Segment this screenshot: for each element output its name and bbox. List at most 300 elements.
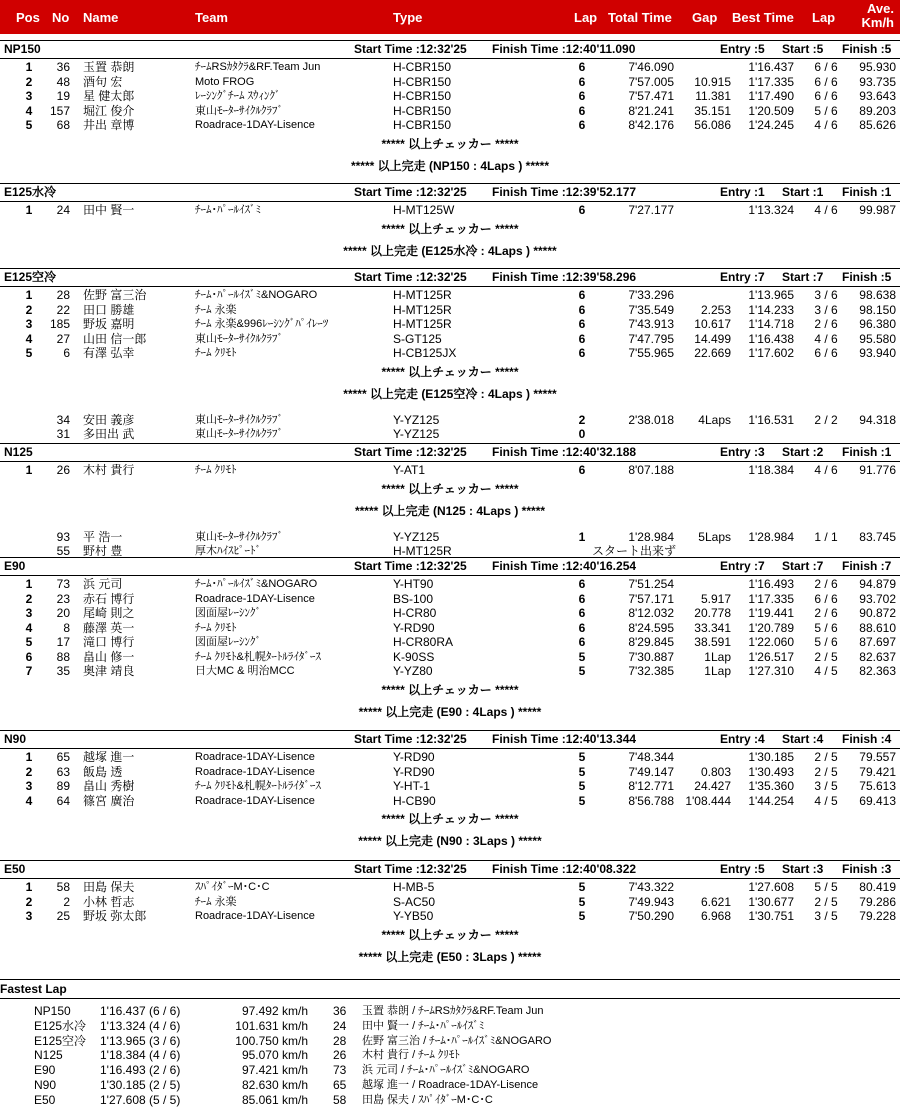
cell-gap: 20.778 (694, 606, 731, 620)
cell-bestlap: 6 / 6 (814, 346, 838, 360)
cell-total: 7'43.322 (628, 880, 674, 894)
table-row (0, 621, 900, 636)
cell-ave: 88.610 (859, 620, 896, 635)
fl-class: N90 (34, 1078, 57, 1092)
cell-total: 8'12.771 (628, 779, 674, 793)
cell-ave: 82.637 (859, 649, 896, 664)
fl-time: 1'13.324 (4 / 6) (100, 1018, 181, 1033)
cell-name: 奥津 靖良 (83, 664, 135, 678)
class-title: E125水冷 (4, 185, 57, 199)
cell-gap: 14.499 (694, 331, 731, 346)
cell-best: 1'16.493 (748, 577, 794, 591)
cell-total: 7'49.943 (628, 894, 674, 909)
start-count: Start :7 (782, 559, 824, 573)
cell-pos: 4 (25, 331, 33, 346)
section-header (0, 860, 900, 879)
cell-type: Y-YB50 (393, 909, 434, 923)
cell-lap: 5 (578, 894, 586, 909)
fl-time: 1'13.965 (3 / 6) (100, 1033, 181, 1048)
start-count: Start :5 (782, 42, 824, 56)
cell-bestlap: 4 / 5 (814, 793, 838, 808)
table-row (0, 606, 900, 621)
cell-pos: 1 (25, 880, 33, 894)
start-time: Start Time :12:32'25 (354, 445, 467, 459)
cell-no: 19 (56, 89, 70, 103)
fl-class: E90 (34, 1063, 56, 1078)
cell-lap: 5 (578, 649, 586, 664)
cell-type: Y-RD90 (393, 620, 435, 635)
cell-bestlap: 5 / 6 (814, 620, 838, 635)
cell-no: 20 (56, 606, 70, 620)
cell-ave: 75.613 (859, 779, 896, 793)
cell-total: 7'57.171 (628, 591, 674, 606)
start-time: Start Time :12:32'25 (354, 185, 467, 199)
finish-time: Finish Time :12:40'13.344 (492, 732, 637, 746)
cell-team: 東山ﾓｰﾀｰｻｲｸﾙｸﾗﾌﾞ (195, 332, 283, 345)
cell-bestlap: 2 / 5 (814, 894, 838, 909)
start-time: Start Time :12:32'25 (354, 559, 467, 573)
cell-lap: 6 (578, 463, 586, 477)
fl-time: 1'27.608 (5 / 5) (100, 1092, 181, 1107)
cell-type: H-MT125R (393, 317, 452, 331)
cell-gap: 1'08.444 (685, 793, 731, 808)
entry-count: Entry :1 (720, 185, 765, 199)
cell-team: 東山ﾓｰﾀｰｻｲｸﾙｸﾗﾌﾞ (195, 428, 283, 440)
fl-no: 26 (333, 1048, 347, 1063)
cell-name: 井出 章博 (83, 118, 135, 132)
checker-note: ***** 以上チェッカー ***** (381, 221, 519, 236)
col-gap: Gap (692, 10, 718, 25)
cell-no: 34 (56, 412, 70, 427)
start-count: Start :4 (782, 732, 824, 746)
cell-pos: 2 (25, 894, 33, 909)
cell-no: 63 (56, 764, 70, 779)
start-time: Start Time :12:32'25 (354, 862, 467, 876)
cell-ave: 82.363 (859, 664, 896, 678)
fastest-lap-row (0, 1004, 900, 1019)
cell-pos: 3 (25, 909, 33, 923)
cell-bestlap: 2 / 5 (814, 649, 838, 664)
cell-lap: 1 (578, 529, 586, 544)
cell-bestlap: 5 / 6 (814, 103, 838, 118)
finish-count: Finish :1 (842, 185, 892, 199)
cell-best: 1'17.490 (748, 89, 794, 103)
table-row (0, 895, 900, 910)
cell-bestlap: 3 / 5 (814, 909, 838, 923)
table-row (0, 650, 900, 665)
fl-speed: 101.631 km/h (235, 1018, 308, 1033)
cell-best: 1'16.438 (748, 331, 794, 346)
finish-time: Finish Time :12:40'11.090 (492, 42, 636, 56)
table-row (0, 779, 900, 794)
cell-type: H-MT125R (393, 302, 452, 317)
fl-time: 1'16.437 (6 / 6) (100, 1004, 181, 1018)
cell-type: Y-HT90 (393, 577, 434, 591)
cell-gap: 10.617 (694, 317, 731, 331)
cell-name: 飯島 透 (83, 764, 123, 779)
cell-bestlap: 4 / 6 (814, 118, 838, 132)
fastest-lap-row (0, 1093, 900, 1108)
cell-pos: 3 (25, 606, 33, 620)
cell-type: H-CBR150 (393, 89, 452, 103)
cell-best: 1'30.677 (748, 894, 794, 909)
cell-best: 1'16.531 (748, 412, 794, 427)
table-row (0, 909, 900, 924)
start-time: Start Time :12:32'25 (354, 270, 467, 284)
cell-no: 26 (56, 463, 70, 477)
complete-note: ***** 以上完走 (N90 : 3Laps ) ***** (358, 834, 542, 848)
cell-lap: 6 (578, 103, 586, 118)
cell-lap: 6 (578, 302, 586, 317)
col-total: Total Time (608, 10, 672, 25)
finish-count: Finish :5 (842, 270, 892, 284)
cell-name: 有澤 弘幸 (83, 346, 135, 360)
cell-total: 7'57.471 (628, 89, 674, 103)
cell-best: 1'13.965 (748, 288, 794, 302)
table-row (0, 592, 900, 607)
cell-pos: 3 (25, 779, 33, 793)
cell-best: 1'17.602 (748, 346, 794, 360)
start-count: Start :3 (782, 862, 824, 876)
cell-best: 1'17.335 (748, 591, 794, 606)
cell-no: 88 (56, 649, 70, 664)
cell-type: K-90SS (393, 649, 435, 664)
cell-team: ﾁｰﾑ ｸﾘﾓﾄ (195, 464, 237, 476)
cell-type: H-CR80RA (393, 635, 454, 649)
class-title: E90 (4, 559, 26, 573)
checker-note: ***** 以上チェッカー ***** (381, 136, 519, 151)
cell-team: ﾁｰﾑ 永楽&996ﾚｰｼﾝｸﾞﾊﾟｲﾚｰﾂ (195, 318, 329, 330)
table-row (0, 60, 900, 75)
cell-name: 木村 貴行 (83, 463, 135, 477)
cell-total: 8'42.176 (628, 118, 674, 132)
cell-name: 星 健太郎 (83, 89, 135, 103)
cell-name: 野坂 嘉明 (83, 317, 135, 331)
cell-total: 7'50.290 (628, 909, 674, 923)
cell-total: 1'28.984 (628, 529, 674, 544)
cell-lap: 6 (578, 118, 586, 132)
cell-total: 7'48.344 (628, 750, 674, 764)
cell-no: 68 (56, 118, 70, 132)
cell-team: ﾁｰﾑ ｸﾘﾓﾄ (195, 347, 237, 359)
cell-type: H-CR80 (393, 606, 437, 620)
cell-name: 赤石 博行 (83, 591, 135, 606)
cell-name: 畠山 秀樹 (83, 779, 135, 793)
cell-name: 田島 保夫 (83, 880, 135, 894)
fl-rider: 浜 元司 / ﾁｰﾑ･ﾊﾟｰﾙｲｽﾞﾐ&NOGARO (362, 1064, 530, 1077)
finish-time: Finish Time :12:39'52.177 (492, 185, 637, 199)
cell-team: Moto FROG (195, 75, 255, 88)
cell-total: 7'51.254 (628, 577, 674, 591)
entry-count: Entry :5 (720, 42, 765, 56)
fl-class: NP150 (34, 1004, 71, 1018)
cell-pos: 5 (25, 118, 33, 132)
cell-lap: 6 (578, 577, 586, 591)
cell-total: 7'27.177 (628, 203, 674, 217)
table-row (0, 288, 900, 303)
cell-no: 55 (56, 544, 70, 558)
cell-pos: 1 (25, 750, 33, 764)
cell-ave: 91.776 (859, 463, 896, 477)
cell-total: 7'57.005 (628, 74, 674, 89)
cell-bestlap: 4 / 6 (814, 203, 838, 217)
fastest-lap-row (0, 1078, 900, 1093)
cell-team: ﾁｰﾑ ｸﾘﾓﾄ (195, 621, 237, 634)
fl-speed: 82.630 km/h (241, 1078, 308, 1092)
cell-bestlap: 6 / 6 (814, 89, 838, 103)
cell-bestlap: 4 / 5 (814, 664, 838, 678)
finish-count: Finish :3 (842, 862, 892, 876)
finish-count: Finish :4 (842, 732, 892, 746)
cell-total: 7'32.385 (628, 664, 674, 678)
fl-speed: 95.070 km/h (241, 1048, 308, 1063)
complete-note: ***** 以上完走 (N125 : 4Laps ) ***** (354, 503, 546, 518)
cell-ave: 95.930 (859, 60, 896, 74)
cell-total: 7'46.090 (628, 60, 674, 74)
fl-time: 1'16.493 (2 / 6) (100, 1063, 181, 1078)
class-title: N125 (4, 445, 33, 459)
cell-name: 越塚 進一 (83, 750, 135, 764)
cell-no: 157 (49, 103, 70, 118)
cell-type: Y-YZ125 (393, 412, 440, 427)
entry-count: Entry :7 (720, 559, 765, 573)
cell-type: H-CBR150 (393, 118, 452, 132)
cell-total: 7'55.965 (628, 346, 674, 360)
cell-name: 藤澤 英一 (83, 620, 135, 635)
fl-rider: 田島 保夫 / ｽﾊﾟｲﾀﾞｰM･C･C (362, 1093, 493, 1106)
cell-no: 31 (56, 427, 70, 441)
fl-class: N125 (34, 1048, 63, 1063)
table-row (0, 530, 900, 545)
checker-note: ***** 以上チェッカー ***** (381, 481, 519, 496)
table-row (0, 104, 900, 119)
cell-gap: 11.381 (695, 89, 731, 103)
table-row (0, 635, 900, 650)
cell-best: 1'22.060 (748, 635, 794, 649)
cell-lap: 5 (578, 880, 586, 894)
cell-total: 2'38.018 (628, 412, 674, 427)
fl-no: 28 (333, 1033, 347, 1048)
cell-total: 8'29.845 (628, 635, 674, 649)
start-time: Start Time :12:32'25 (354, 732, 467, 746)
cell-gap: 5.917 (700, 591, 731, 606)
dns-note: スタート出来ず (592, 544, 677, 558)
class-title: N90 (4, 732, 27, 746)
cell-ave: 93.735 (859, 74, 896, 89)
cell-ave: 99.987 (859, 203, 896, 217)
cell-lap: 5 (578, 909, 586, 923)
cell-type: Y-RD90 (393, 764, 435, 779)
cell-type: H-MT125W (393, 203, 455, 217)
cell-bestlap: 3 / 5 (814, 779, 838, 793)
cell-lap: 5 (578, 664, 586, 678)
cell-pos: 2 (25, 302, 33, 317)
col-type: Type (393, 10, 423, 25)
finish-time: Finish Time :12:40'08.322 (492, 862, 637, 876)
table-row (0, 880, 900, 895)
cell-no: 23 (56, 591, 70, 606)
cell-no: 25 (56, 909, 70, 923)
cell-bestlap: 2 / 5 (814, 750, 838, 764)
cell-team: ﾁｰﾑ 永楽 (195, 895, 237, 908)
cell-lap: 5 (578, 793, 586, 808)
start-time: Start Time :12:32'25 (354, 42, 467, 56)
cell-ave: 89.203 (859, 103, 896, 118)
cell-name: 田口 勝雄 (83, 302, 135, 317)
cell-bestlap: 6 / 6 (814, 74, 838, 89)
cell-total: 7'43.913 (628, 317, 674, 331)
table-row (0, 463, 900, 478)
col-best: Best Time (732, 10, 794, 25)
cell-type: S-AC50 (393, 894, 436, 909)
cell-gap: 1Lap (704, 664, 731, 678)
cell-bestlap: 3 / 6 (814, 288, 838, 302)
fl-time: 1'18.384 (4 / 6) (100, 1048, 181, 1063)
section-header (0, 557, 900, 576)
cell-gap: 1Lap (704, 649, 731, 664)
cell-best: 1'28.984 (748, 529, 794, 544)
cell-pos: 1 (25, 463, 33, 477)
cell-no: 27 (56, 331, 70, 346)
cell-total: 7'35.549 (628, 302, 674, 317)
cell-bestlap: 2 / 6 (814, 577, 838, 591)
table-row (0, 303, 900, 318)
cell-best: 1'14.718 (748, 317, 794, 331)
cell-gap: 10.915 (694, 74, 731, 89)
cell-best: 1'16.437 (748, 60, 794, 74)
fl-speed: 100.750 km/h (235, 1033, 308, 1048)
cell-no: 185 (49, 317, 70, 331)
cell-name: 浜 元司 (83, 577, 123, 591)
cell-no: 22 (56, 302, 70, 317)
fl-rider: 田中 賢一 / ﾁｰﾑ･ﾊﾟｰﾙｲｽﾞﾐ (362, 1019, 485, 1032)
checker-note: ***** 以上チェッカー ***** (381, 812, 519, 826)
cell-best: 1'17.335 (748, 74, 794, 89)
cell-total: 7'33.296 (628, 288, 674, 302)
cell-name: 野村 豊 (83, 544, 123, 558)
cell-team: ﾁｰﾑRSｶﾀｸﾗ&RF.Team Jun (195, 61, 321, 73)
cell-no: 8 (63, 620, 70, 635)
table-row (0, 413, 900, 428)
fl-speed: 97.492 km/h (241, 1004, 308, 1018)
cell-team: Roadrace-1DAY-Lisence (195, 794, 315, 807)
cell-gap: 38.591 (694, 635, 731, 649)
fastest-lap-row (0, 1048, 900, 1063)
section-header (0, 443, 900, 462)
cell-type: Y-RD90 (393, 750, 435, 764)
cell-name: 尾崎 則之 (83, 606, 135, 620)
cell-best: 1'20.789 (748, 620, 794, 635)
cell-lap: 6 (578, 635, 586, 649)
section-header (0, 730, 900, 749)
cell-total: 8'12.032 (628, 606, 674, 620)
cell-lap: 5 (578, 764, 586, 779)
complete-note: ***** 以上完走 (E125空冷 : 4Laps ) ***** (343, 386, 557, 401)
cell-lap: 0 (578, 427, 586, 441)
cell-gap: 6.621 (700, 894, 731, 909)
finish-count: Finish :1 (842, 445, 892, 459)
cell-total: 8'07.188 (628, 463, 674, 477)
cell-name: 玉置 恭朗 (83, 60, 135, 74)
cell-type: Y-YZ80 (393, 664, 433, 678)
cell-no: 93 (56, 529, 70, 544)
table-row (0, 317, 900, 332)
cell-lap: 6 (578, 331, 586, 346)
complete-note: ***** 以上完走 (E90 : 4Laps ) ***** (358, 704, 542, 719)
cell-no: 58 (56, 880, 70, 894)
entry-count: Entry :4 (720, 732, 765, 746)
finish-count: Finish :7 (842, 559, 892, 573)
cell-team: ﾁｰﾑ･ﾊﾟｰﾙｲｽﾞﾐ (195, 204, 261, 216)
cell-lap: 6 (578, 346, 586, 360)
table-row (0, 794, 900, 809)
fastest-lap-title: Fastest Lap (0, 979, 900, 999)
cell-type: H-CBR150 (393, 74, 452, 89)
class-title: E125空冷 (4, 270, 57, 284)
cell-gap: 6.968 (700, 909, 731, 923)
cell-team: ﾁｰﾑ ｸﾘﾓﾄ&札幌ﾀｰﾄﾙﾗｲﾀﾞｰｽ (195, 650, 321, 663)
cell-team: ﾁｰﾑ･ﾊﾟｰﾙｲｽﾞﾐ&NOGARO (195, 289, 318, 301)
complete-note: ***** 以上完走 (E50 : 3Laps ) ***** (358, 949, 542, 964)
cell-best: 1'18.384 (748, 463, 794, 477)
entry-count: Entry :7 (720, 270, 765, 284)
cell-team: 日大MC & 明治MCC (195, 665, 295, 677)
finish-time: Finish Time :12:39'58.296 (492, 270, 637, 284)
table-row (0, 750, 900, 765)
cell-best: 1'27.608 (748, 880, 794, 894)
section-header (0, 40, 900, 59)
cell-no: 6 (63, 346, 70, 360)
cell-team: 図面屋ﾚｰｼﾝｸﾞ (195, 607, 261, 619)
class-title: E50 (4, 862, 26, 876)
col-ave: Ave. Km/h (861, 1, 894, 30)
cell-team: 東山ﾓｰﾀｰｻｲｸﾙｸﾗﾌﾞ (195, 530, 283, 543)
table-row (0, 332, 900, 347)
cell-best: 1'24.245 (748, 118, 794, 132)
class-title: NP150 (4, 42, 41, 56)
table-row (0, 577, 900, 592)
cell-ave: 87.697 (859, 635, 896, 649)
cell-team: Roadrace-1DAY-Lisence (195, 910, 315, 922)
fl-class: E50 (34, 1092, 56, 1107)
cell-ave: 95.580 (859, 331, 896, 346)
fl-speed: 97.421 km/h (241, 1063, 308, 1078)
cell-pos: 5 (25, 346, 33, 360)
cell-gap: 24.427 (694, 779, 731, 793)
cell-no: 17 (56, 635, 70, 649)
cell-gap: 22.669 (694, 346, 731, 360)
cell-name: 田中 賢一 (83, 203, 135, 217)
cell-best: 1'30.493 (748, 764, 794, 779)
cell-team: 厚木ﾊｲｽﾋﾟｰﾄﾞ (195, 545, 261, 557)
cell-ave: 98.638 (859, 288, 896, 302)
fl-no: 73 (333, 1063, 347, 1078)
cell-no: 28 (56, 288, 70, 302)
cell-type: H-MT125R (393, 544, 452, 558)
table-row (0, 118, 900, 133)
entry-count: Entry :5 (720, 862, 765, 876)
cell-best: 1'14.233 (748, 302, 794, 317)
fl-speed: 85.061 km/h (241, 1092, 308, 1107)
table-row (0, 89, 900, 104)
cell-bestlap: 1 / 1 (814, 529, 838, 544)
cell-bestlap: 5 / 6 (814, 635, 838, 649)
cell-team: Roadrace-1DAY-Lisence (195, 119, 315, 131)
cell-team: 東山ﾓｰﾀｰｻｲｸﾙｸﾗﾌﾞ (195, 104, 283, 117)
col-pos: Pos (16, 10, 40, 25)
cell-ave: 90.872 (859, 606, 896, 620)
cell-team: ﾁｰﾑ 永楽 (195, 303, 237, 316)
